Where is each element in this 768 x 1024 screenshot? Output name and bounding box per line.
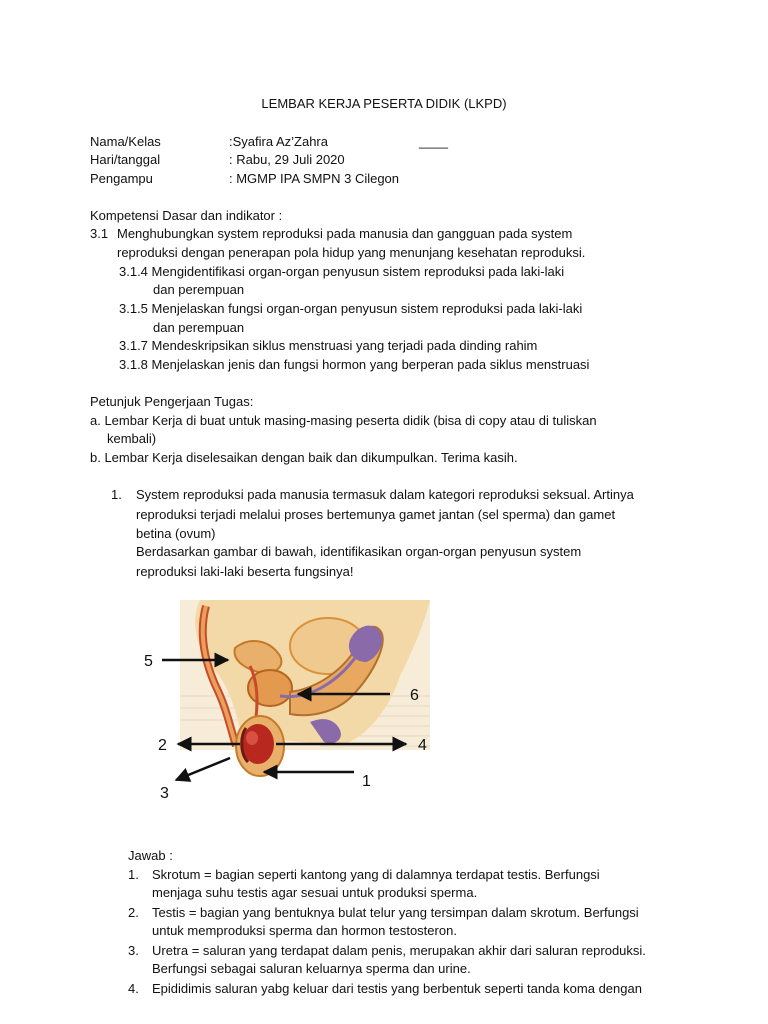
petunjuk-b: b. Lembar Kerja diselesaikan dengan baik dan dikumpulkan. Terima kasih.: [90, 450, 518, 465]
answer-2-number: 2.: [128, 905, 139, 920]
nama-blank: ____: [419, 134, 448, 149]
kd-heading: Kompetensi Dasar dan indikator :: [90, 208, 283, 223]
diagram-label-3: 3: [160, 785, 169, 802]
page-title: LEMBAR KERJA PESERTA DIDIK (LKPD): [261, 96, 507, 111]
testis: [242, 724, 274, 764]
answer-2-line-1: Testis = bagian yang bentuknya bulat telur yang tersimpan dalam skrotum. Berfungsi: [152, 905, 639, 920]
question-line-4: Berdasarkan gambar di bawah, identifikasikan organ-organ penyusun system: [136, 544, 582, 559]
kd-line-2: reproduksi dengan penerapan pola hidup yang menunjang kesehatan reproduksi.: [117, 245, 586, 260]
indicator-314: 3.1.4 Mengidentifikasi organ-organ penyusun sistem reproduksi pada laki-laki: [119, 264, 565, 279]
nama-label: Nama/Kelas: [90, 134, 161, 149]
diagram-label-5: 5: [144, 653, 153, 670]
answer-1-number: 1.: [128, 867, 139, 882]
petunjuk-a-cont: kembali): [107, 431, 157, 446]
indicator-317: 3.1.7 Mendeskripsikan siklus menstruasi yang terjadi pada dinding rahim: [119, 338, 538, 353]
petunjuk-a: a. Lembar Kerja di buat untuk masing-masing peserta didik (bisa di copy atau di tuliskan: [90, 413, 597, 428]
indicator-318: 3.1.8 Menjelaskan jenis dan fungsi hormon yang berperan pada siklus menstruasi: [119, 357, 590, 372]
pengampu-label: Pengampu: [90, 171, 153, 186]
answer-4-number: 4.: [128, 981, 139, 996]
jawab-heading: Jawab :: [128, 848, 173, 863]
diagram-label-4: 4: [418, 737, 427, 754]
question-number: 1.: [111, 487, 122, 502]
answer-1-line-1: Skrotum = bagian seperti kantong yang di dalamnya terdapat testis. Berfungsi: [152, 867, 600, 882]
arrow-3: [176, 758, 230, 780]
answer-4-line-1: Epididimis saluran yabg keluar dari testis yang berbentuk seperti tanda koma dengan: [152, 981, 642, 996]
indicator-314-cont: dan perempuan: [153, 282, 245, 297]
answer-3-line-2: Berfungsi sebagai saluran keluarnya sperma dan urine.: [152, 961, 471, 976]
reproductive-diagram: [140, 596, 440, 806]
question-line-1: System reproduksi pada manusia termasuk dalam kategori reproduksi seksual. Artinya: [136, 487, 634, 502]
question-line-5: reproduksi laki-laki beserta fungsinya!: [136, 564, 354, 579]
diagram-label-2: 2: [158, 737, 167, 754]
answer-2-line-2: untuk memproduksi sperma dan hormon testosteron.: [152, 923, 457, 938]
answer-1-line-2: menjaga suhu testis agar sesuai untuk produksi sperma.: [152, 885, 478, 900]
question-line-3: betina (ovum): [136, 526, 216, 541]
diagram-label-6: 6: [410, 687, 419, 704]
petunjuk-heading: Petunjuk Pengerjaan Tugas:: [90, 394, 254, 409]
question-line-2: reproduksi terjadi melalui proses bertemunya gamet jantan (sel sperma) dan gamet: [136, 507, 616, 522]
hari-value: : Rabu, 29 Juli 2020: [229, 152, 345, 167]
indicator-315: 3.1.5 Menjelaskan fungsi organ-organ penyusun sistem reproduksi pada laki-laki: [119, 301, 583, 316]
nama-value: :Syafira Az’Zahra: [229, 134, 328, 149]
kd-line-1: Menghubungkan system reproduksi pada manusia dan gangguan pada system: [117, 226, 573, 241]
kd-number: 3.1: [90, 226, 109, 241]
indicator-315-cont: dan perempuan: [153, 320, 245, 335]
answer-3-number: 3.: [128, 943, 139, 958]
diagram-label-1: 1: [362, 773, 371, 790]
pengampu-value: : MGMP IPA SMPN 3 Cilegon: [229, 171, 400, 186]
hari-label: Hari/tanggal: [90, 152, 161, 167]
answer-3-line-1: Uretra = saluran yang terdapat dalam penis, merupakan akhir dari saluran reproduksi.: [152, 943, 646, 958]
testis-highlight: [246, 731, 258, 745]
